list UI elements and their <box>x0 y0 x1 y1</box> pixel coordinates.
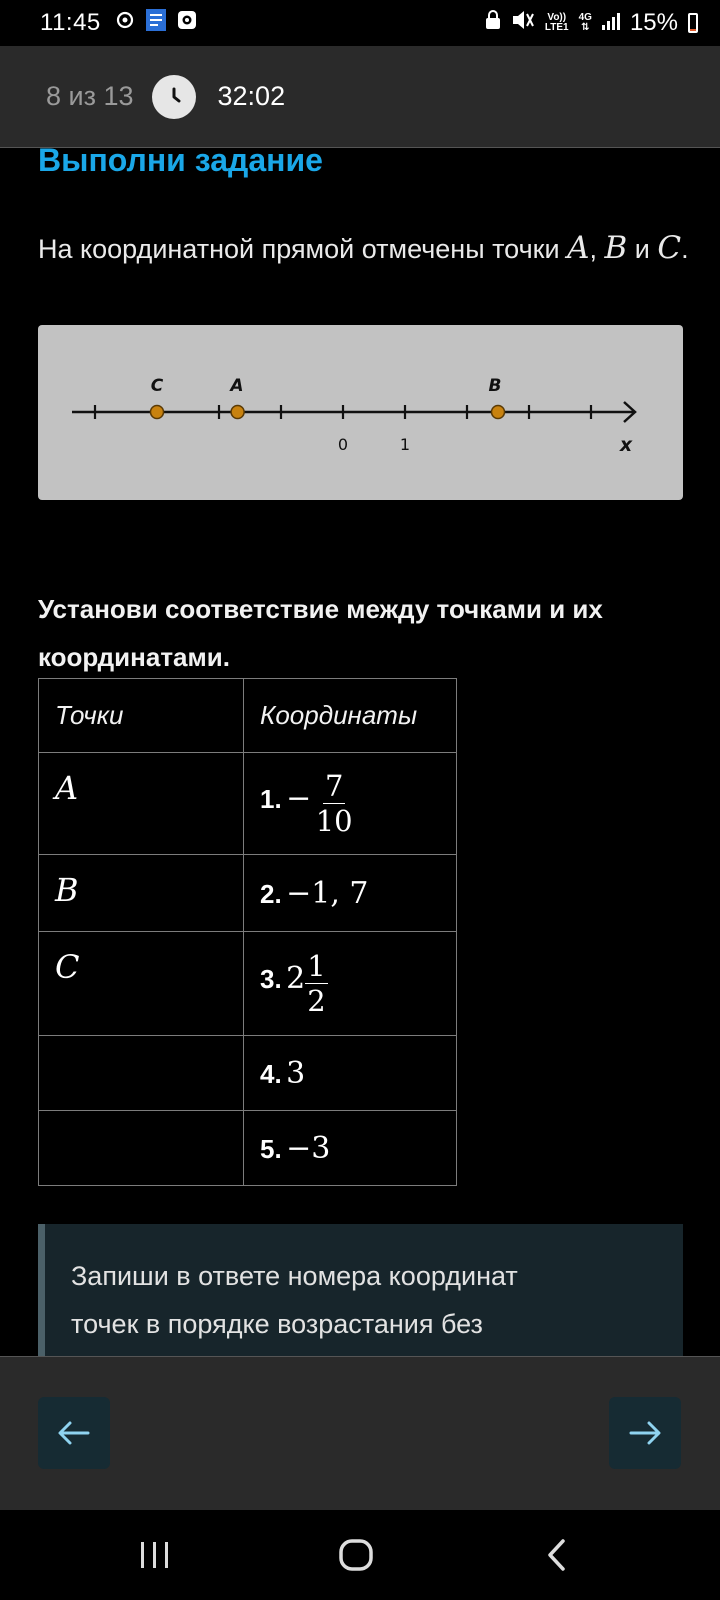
intro-point-b: B <box>604 230 628 266</box>
option-number: 5. <box>260 1133 282 1164</box>
col-header-coords: Координаты <box>244 679 457 753</box>
option-value: 3 <box>286 1055 306 1091</box>
system-navigation-bar <box>0 1510 720 1600</box>
task-intro: На координатной прямой отмечены точки A, B и C. <box>38 230 689 266</box>
back-button[interactable] <box>532 1535 582 1575</box>
intro-conjunction: и <box>634 234 650 264</box>
battery-percent: 15% <box>629 9 678 36</box>
volte-bottom-label: LTE1 <box>544 22 569 33</box>
point-name: C <box>55 948 80 986</box>
point-cell <box>39 753 244 855</box>
arrow-left-icon <box>57 1420 91 1446</box>
document-icon <box>145 8 167 39</box>
number-line-point-b <box>492 406 505 419</box>
number-line <box>38 325 683 500</box>
coord-option-5 <box>244 1111 457 1186</box>
coord-option-4 <box>244 1036 457 1111</box>
previous-button[interactable] <box>38 1397 110 1469</box>
task-content[interactable] <box>0 148 720 1356</box>
clock-icon[interactable] <box>152 75 196 119</box>
back-icon <box>545 1538 569 1572</box>
app-notification-icon <box>177 9 197 37</box>
intro-point-a: A <box>567 230 590 266</box>
mixed-number-whole: 2 <box>286 960 306 996</box>
home-icon <box>338 1538 374 1572</box>
matching-heading: Установи соответствие между точками и их координатами. <box>38 594 603 672</box>
volte-indicator <box>545 13 569 33</box>
coord-option-1 <box>244 753 457 855</box>
home-button[interactable] <box>331 1535 381 1575</box>
table-header-row <box>39 679 457 753</box>
point-name: B <box>55 871 79 909</box>
option-number: 1. <box>260 783 282 814</box>
hint-line-1: Запиши в ответе номера координат <box>71 1261 518 1291</box>
fraction-numerator: 1 <box>307 948 326 983</box>
signal-icon <box>602 9 620 37</box>
fraction <box>315 768 353 838</box>
coord-option-2 <box>244 855 457 932</box>
table-row <box>39 932 457 1036</box>
recent-apps-icon <box>138 1540 172 1570</box>
status-bar <box>0 0 720 46</box>
intro-text: На координатной прямой отмечены точки <box>38 234 560 264</box>
number-line-figure <box>38 325 683 500</box>
task-navigation <box>0 1356 720 1511</box>
sync-icon <box>115 9 135 37</box>
task-header <box>0 46 720 148</box>
fraction-denominator: 2 <box>307 984 326 1018</box>
option-number: 3. <box>260 963 282 994</box>
point-label-c: C <box>150 376 164 396</box>
volte-top-label: Vo)) <box>547 12 567 23</box>
matching-table <box>38 678 457 1186</box>
option-value: −1, 7 <box>286 875 369 911</box>
next-button[interactable] <box>609 1397 681 1469</box>
intro-period: . <box>681 234 689 264</box>
lock-recycle-icon <box>485 9 501 37</box>
option-sign: − <box>286 780 312 816</box>
option-number: 4. <box>260 1058 282 1089</box>
table-row <box>39 1111 457 1186</box>
network-type-label: 4G <box>578 12 592 23</box>
tick-label-zero: 0 <box>337 435 349 454</box>
option-number: 2. <box>260 878 282 909</box>
axis-label-x: x <box>619 434 633 456</box>
recent-apps-button[interactable] <box>130 1535 180 1575</box>
option-value: −3 <box>286 1130 331 1166</box>
mute-icon <box>511 9 535 38</box>
table-row <box>39 753 457 855</box>
status-time: 11:45 <box>40 9 101 36</box>
number-line-point-a <box>231 406 244 419</box>
table-row <box>39 855 457 932</box>
fraction-denominator: 10 <box>315 804 353 838</box>
arrow-right-icon <box>628 1420 662 1446</box>
timer: 32:02 <box>217 81 286 111</box>
task-progress: 8 из 13 <box>46 81 134 111</box>
tick-label-one: 1 <box>399 435 411 454</box>
answer-hint <box>38 1224 683 1356</box>
fraction-numerator: 7 <box>324 768 344 803</box>
battery-icon <box>688 13 698 33</box>
point-cell <box>39 932 244 1036</box>
coord-option-3 <box>244 932 457 1036</box>
intro-point-c: C <box>657 230 682 266</box>
point-label-b: B <box>488 376 502 396</box>
point-cell-empty <box>39 1036 244 1111</box>
number-line-point-c <box>151 406 164 419</box>
point-label-a: A <box>230 376 244 396</box>
fraction <box>305 948 327 1018</box>
hint-line-2: точек в порядке возрастания без <box>71 1309 483 1339</box>
table-row <box>39 1036 457 1111</box>
point-cell-empty <box>39 1111 244 1186</box>
point-name: A <box>55 769 79 807</box>
col-header-points: Точки <box>39 679 244 753</box>
task-heading: Выполни задание <box>38 148 323 178</box>
network-type: 4G ⇅ <box>578 12 592 33</box>
point-cell <box>39 855 244 932</box>
